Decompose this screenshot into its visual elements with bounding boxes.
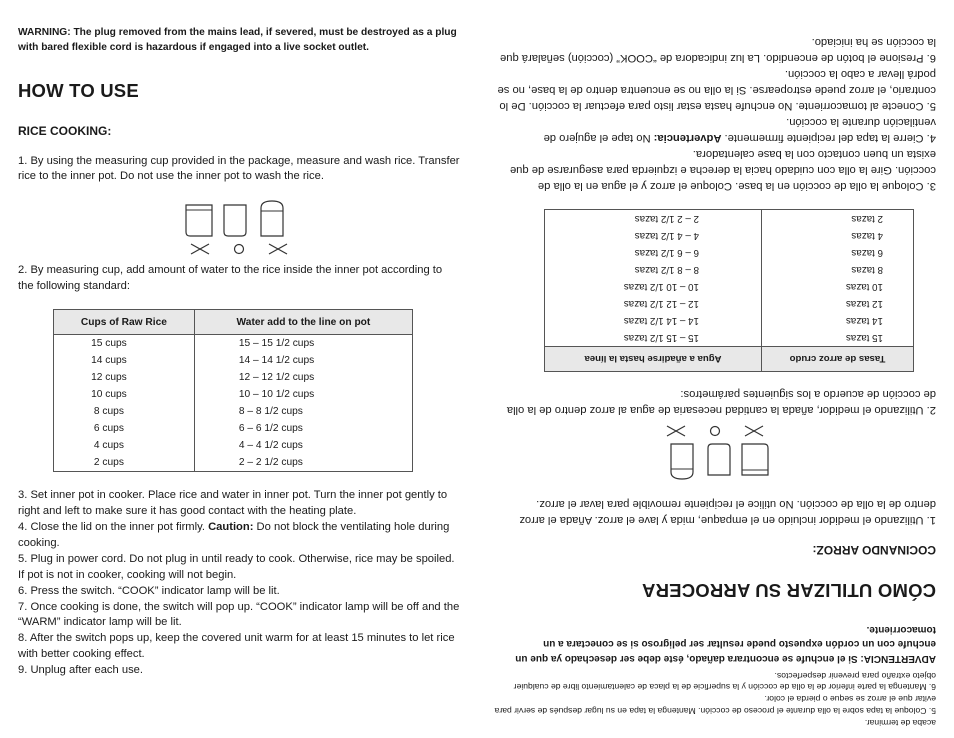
caution-label: Caution: [208, 521, 254, 533]
table-cell: 6 – 6 1/2 cups [194, 420, 412, 437]
table-cell: 4 – 4 1/2 tazas [545, 227, 762, 244]
table-cell: 6 tazas [762, 244, 914, 261]
spanish-section-heading: COCINANDO ARROZ: [812, 543, 936, 558]
step-1: 1. By using the measuring cup provided in the package, measure and wash rice. Transfer rice to the inner pot. Do not use the inner pot to wash the rice. [18, 154, 460, 183]
spanish-care-5: 5. Coloque la tapa sobre la olla durante el proceso de cocción. Mantenga la tapa en su lugar después de servir para evitar que el arroz se seque o pierda el color. [494, 694, 936, 717]
spanish-step-1: 1. Utilizando el medidor incluido en el empaque, mida y lave el arroz. Añada el arroz dentro de la olla de cocción. No utilice el recipiente removible para lavar el arroz. [519, 498, 936, 527]
table-cell: 15 cups [54, 335, 195, 353]
warning-text: WARNING: The plug removed from the mains lead, if severed, must be destroyed as a plug with bared flexible cord is hazardous if engaged into a live socket outlet. [18, 27, 457, 53]
spanish-remaining-steps [494, 34, 936, 193]
table-row [54, 420, 413, 437]
table-cell: 15 – 15 1/2 tazas [545, 329, 762, 347]
spanish-measuring-cups-illustration [494, 441, 936, 481]
table-row [545, 278, 914, 295]
step-4-text: 4. Close the lid on the inner pot firmly. [18, 521, 209, 533]
table-cell: 2 cups [54, 454, 195, 472]
step-4-text: Do not block the ventilating hole during cooking. [18, 521, 450, 549]
table-header: Cups of Raw Rice [54, 310, 195, 335]
table-cell: 10 tazas [762, 278, 914, 295]
table-row [54, 335, 413, 353]
cross-mark-icon [744, 425, 764, 437]
table-cell: 14 – 14 1/2 cups [194, 352, 412, 369]
spanish-step-3: 3. Coloque la olla de cocción en la base. Coloque el arroz y el agua en la olla de cocción. Gire la olla con cuidado hacia la derecha e izquierda para asegurarse de que exista un buen contacto con la base calentadora. [509, 147, 936, 192]
water-ratio-table [53, 309, 413, 472]
table-header: Agua a añadirse hasta la línea [545, 346, 762, 371]
table-cell: 12 – 12 1/2 tazas [545, 295, 762, 312]
table-cell: 4 cups [54, 437, 195, 454]
table-cell: 15 – 15 1/2 cups [194, 335, 412, 353]
spanish-warning-text: ADVERTENCIA: Si el enchufe se encontrara dañado, éste debe ser desechado ya que un enchufe con un cordón expuesto puede resultar ser peligroso si se conectara a un tomacorriente. [515, 623, 936, 664]
step-9: 9. Unplug after each use. [18, 664, 144, 677]
step-5: 5. Plug in power cord. Do not plug in until ready to cook. Otherwise, rice may be spoiled. If pot is not in cooker, cooking will not begin. [18, 552, 455, 581]
table-cell: 10 – 10 1/2 tazas [545, 278, 762, 295]
table-cell: 12 tazas [762, 295, 914, 312]
instruction-marks [18, 243, 460, 257]
table-cell: 12 cups [54, 369, 195, 386]
spanish-instruction-marks [494, 423, 936, 437]
table-cell: 12 – 12 1/2 cups [194, 369, 412, 386]
table-cell: 2 – 2 1/2 cups [194, 454, 412, 472]
table-cell: 8 tazas [762, 261, 914, 278]
section-heading: RICE COOKING: [18, 123, 112, 138]
step-4 [18, 520, 460, 552]
table-cell: 8 – 8 1/2 cups [194, 403, 412, 420]
spanish-page [477, 0, 954, 738]
step-4-text: 4. Cierre la tapa del recipiente firmemente. [721, 131, 936, 144]
spanish-step-2: 2. Utilizando el medidor, añada la cantidad necesaria de agua al arroz dentro de la olla de cocción de acuerdo a los siguientes parámetros: [506, 388, 936, 417]
step-8: 8. After the switch pops up, keep the covered unit warm for at least 15 minutes to let rice with better cooking effect. [18, 632, 455, 661]
spanish-care-6: 6. Mantenga la parte inferior de la olla de cocción y la superficie de la placa de calentamiento libre de cualquier objeto extraño para prevenir desperfectos. [513, 670, 936, 693]
table-row [545, 209, 914, 227]
table-row [54, 369, 413, 386]
washing-cups-icon [659, 441, 771, 481]
step-3: 3. Set inner pot in cooker. Place rice and water in inner pot. Turn the inner pot gently to right and left to make sure it has good contact with the heating plate. [18, 489, 448, 518]
step-4-text: No tape el agujero de ventilación durante la cocción. [543, 115, 936, 144]
table-row [545, 312, 914, 329]
table-cell: 4 tazas [762, 227, 914, 244]
table-cell: 14 – 14 1/2 tazas [545, 312, 762, 329]
spanish-page-title: CÓMO UTILIZAR SU ARROCERA [641, 580, 936, 602]
table-row [545, 227, 914, 244]
table-row [54, 352, 413, 369]
table-cell: 14 tazas [762, 312, 914, 329]
table-row [545, 261, 914, 278]
table-cell: 10 cups [54, 386, 195, 403]
step-7: 7. Once cooking is done, the switch will pop up. “COOK” indicator lamp will be off and the “WARM” indicator lamp will be lit. [18, 600, 460, 629]
table-cell: 8 – 8 1/2 tazas [545, 261, 762, 278]
page-title: HOW TO USE [18, 79, 139, 101]
cross-mark-icon [190, 243, 210, 255]
table-cell: 6 cups [54, 420, 195, 437]
table-cell: 4 – 4 1/2 cups [194, 437, 412, 454]
measuring-cups-illustration [18, 199, 460, 239]
table-row [54, 454, 413, 472]
caution-label: Advertencia: [653, 131, 722, 144]
table-cell: 14 cups [54, 352, 195, 369]
spanish-step-6: 6. Presione el botón de encendido. La luz indicadora de “COOK” (cocción) señalará que la cocción se ha iniciado. [500, 36, 936, 65]
table-row [545, 329, 914, 347]
step-6: 6. Press the switch. “COOK” indicator lamp will be lit. [18, 584, 280, 597]
table-cell: 6 – 6 1/2 tazas [545, 244, 762, 261]
spanish-step-5: 5. Conecte al tomacorriente. No enchufe hasta estar listo para efectuar la cocción. De lo contrario, el arroz puede estropearse. Si la olla no se encuentra dentro de la base, no se podrá llevar a cabo la cocción. [497, 68, 936, 113]
cross-mark-icon [268, 243, 288, 255]
step-2: 2. By measuring cup, add amount of water to the rice inside the inner pot according to the following standard: [18, 264, 443, 293]
table-row [54, 386, 413, 403]
table-row [545, 244, 914, 261]
table-cell: 8 cups [54, 403, 195, 420]
table-row [54, 403, 413, 420]
circle-mark-icon [232, 243, 246, 255]
spanish-step-4 [494, 113, 936, 145]
table-cell: 10 – 10 1/2 cups [194, 386, 412, 403]
cross-mark-icon [666, 425, 686, 437]
table-header: Tasas de arroz crudo [762, 346, 914, 371]
circle-mark-icon [708, 425, 722, 437]
spanish-step-end: acaba de terminar. [864, 718, 936, 728]
table-cell: 15 tazas [762, 329, 914, 347]
table-row [54, 437, 413, 454]
spanish-water-ratio-table [544, 209, 914, 372]
table-row [545, 295, 914, 312]
table-header: Water add to the line on pot [194, 310, 412, 335]
remaining-steps [18, 488, 460, 679]
washing-cups-icon [183, 199, 295, 239]
table-cell: 2 tazas [762, 209, 914, 227]
table-cell: 2 – 2 1/2 tazas [545, 209, 762, 227]
